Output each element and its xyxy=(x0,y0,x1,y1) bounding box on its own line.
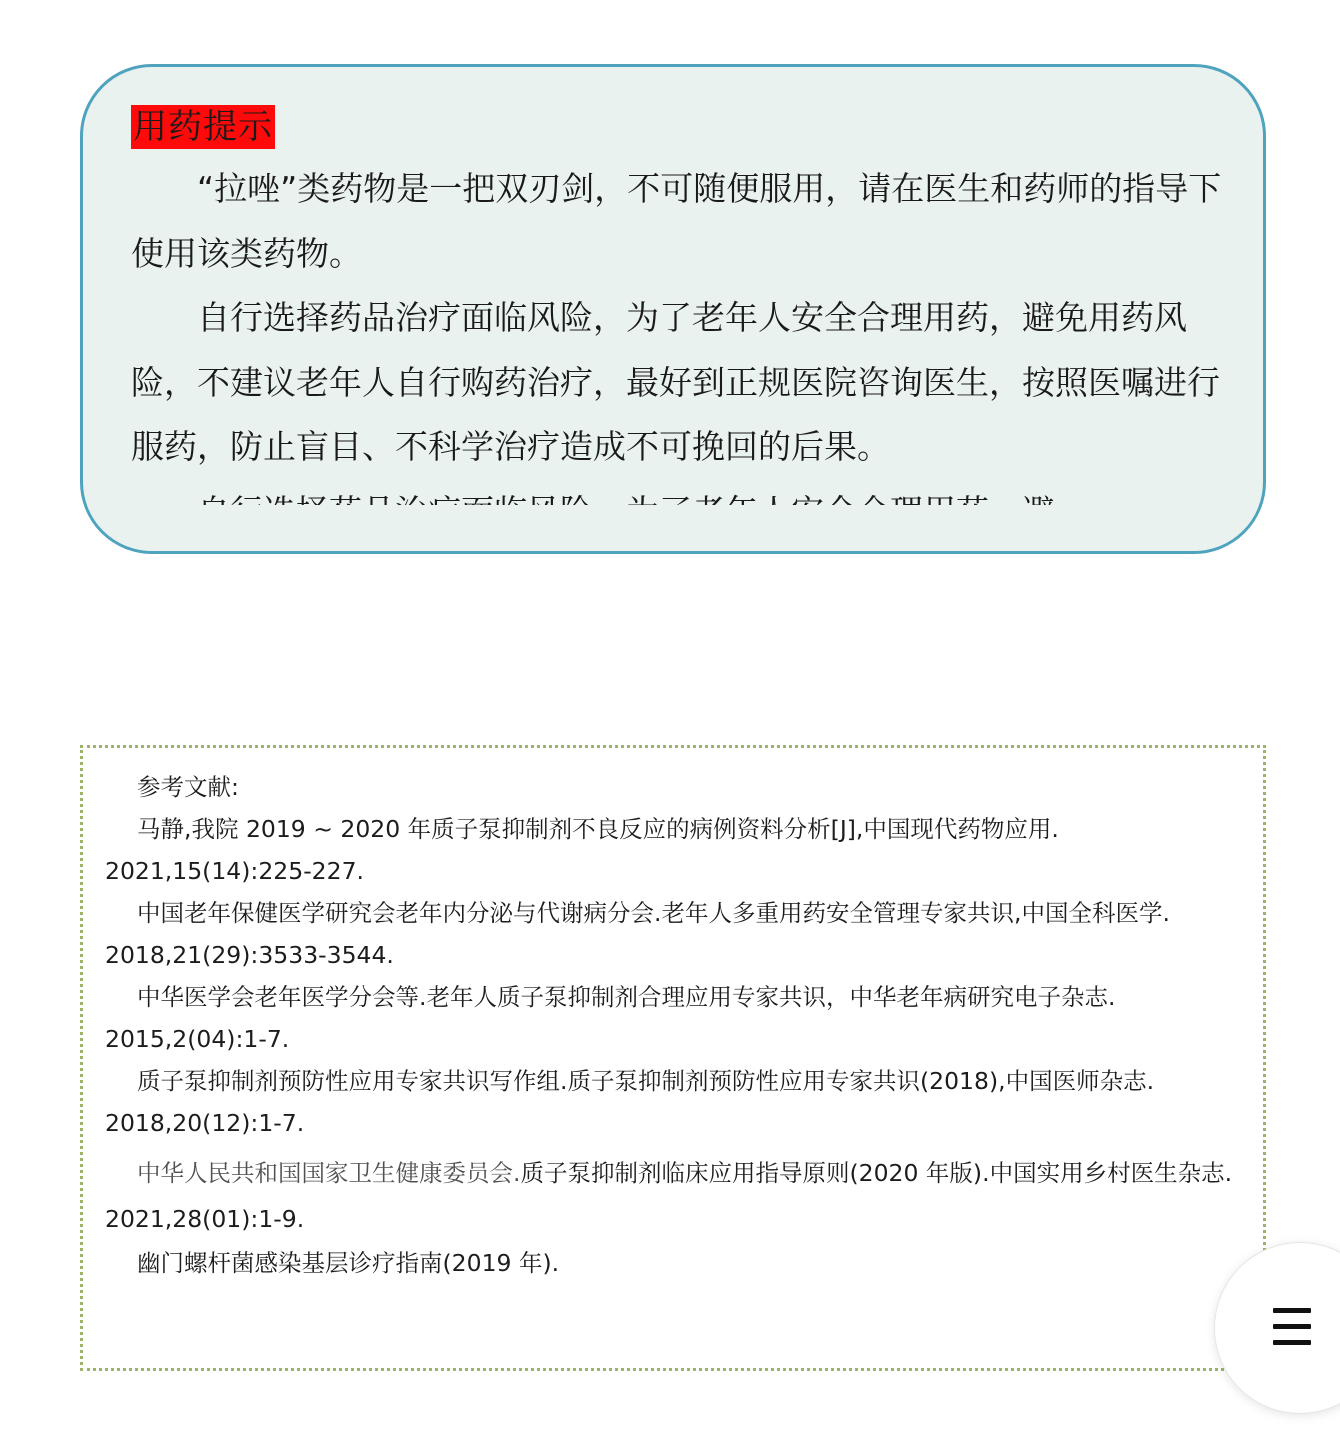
tip-paragraph: “拉唑”类药物是一把双刃剑，不可随便服用，请在医生和药师的指导下使用该类药物。 xyxy=(131,169,1222,273)
references-box xyxy=(80,745,1266,1371)
reference-author: 中华人民共和国国家卫生健康委员会. xyxy=(137,1159,521,1187)
tip-paragraph: 自行选择药品治疗面临风险，为了老年人安全合理用药，避免用药风险，不建议老年人自行购药治疗，最好到正规医院咨询医生，按照医嘱进行服药，防止盲目、不科学治疗造成不可挽回的后果。 xyxy=(131,298,1220,466)
hamburger-menu-icon xyxy=(1273,1306,1311,1348)
reference-item: 中国老年保健医学研究会老年内分泌与代谢病分会.老年人多重用药安全管理专家共识,中国全科医学. 2018,21(29):3533-3544. xyxy=(105,899,1170,969)
medication-tip-card xyxy=(80,64,1266,554)
reference-item: 幽门螺杆菌感染基层诊疗指南(2019 年). xyxy=(137,1249,560,1277)
reference-item: 马静,我院 2019 ~ 2020 年质子泵抑制剂不良反应的病例资料分析[J],中国现代药物应用. 2021,15(14):225-227. xyxy=(105,815,1059,885)
reference-item xyxy=(105,1150,1255,1242)
reference-item: 质子泵抑制剂预防性应用专家共识写作组.质子泵抑制剂预防性应用专家共识(2018),中国医师杂志. 2018,20(12):1-7. xyxy=(105,1067,1155,1137)
tip-label: 用药提示 xyxy=(133,107,273,147)
tip-body xyxy=(131,157,1231,544)
reference-item: 中华医学会老年医学分会等.老年人质子泵抑制剂合理应用专家共识，中华老年病研究电子杂志. 2015,2(04):1-7. xyxy=(105,983,1116,1053)
references-heading: 参考文献: xyxy=(137,773,239,801)
tip-card-clip xyxy=(83,505,1263,551)
references-list xyxy=(105,766,1255,1284)
reference-title: 质子泵抑制剂临床应用指导原则(2020 年版).中国实用乡村医生杂志. 2021,28(01):1-9. xyxy=(105,1159,1233,1233)
